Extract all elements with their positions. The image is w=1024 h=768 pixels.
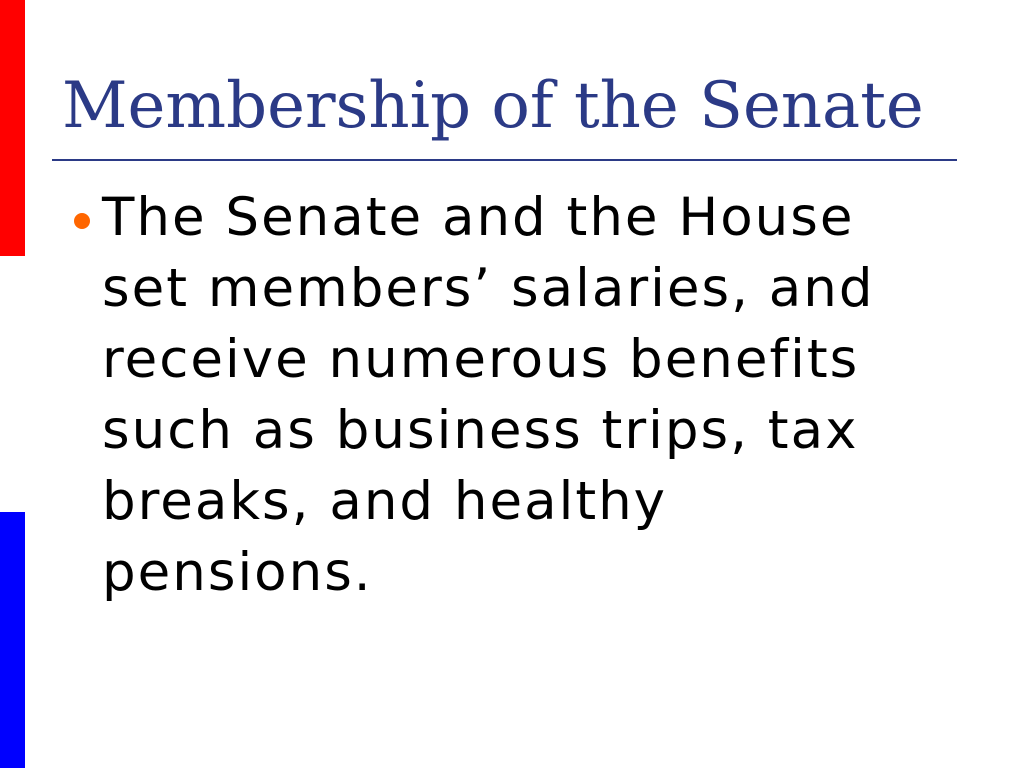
bullet-list: [62, 182, 962, 608]
red-side-bar: [0, 0, 25, 256]
slide-title: Membership of the Senate: [62, 69, 924, 143]
title-divider: [52, 159, 957, 161]
white-side-bar: [0, 256, 25, 512]
bullet-text: The Senate and the House set members’ salaries, and receive numerous benefits such as business trips, tax breaks, and healthy pensions.: [102, 187, 875, 603]
bullet-item: [62, 182, 962, 608]
blue-side-bar: [0, 512, 25, 768]
bullet-dot-icon: [74, 213, 90, 229]
